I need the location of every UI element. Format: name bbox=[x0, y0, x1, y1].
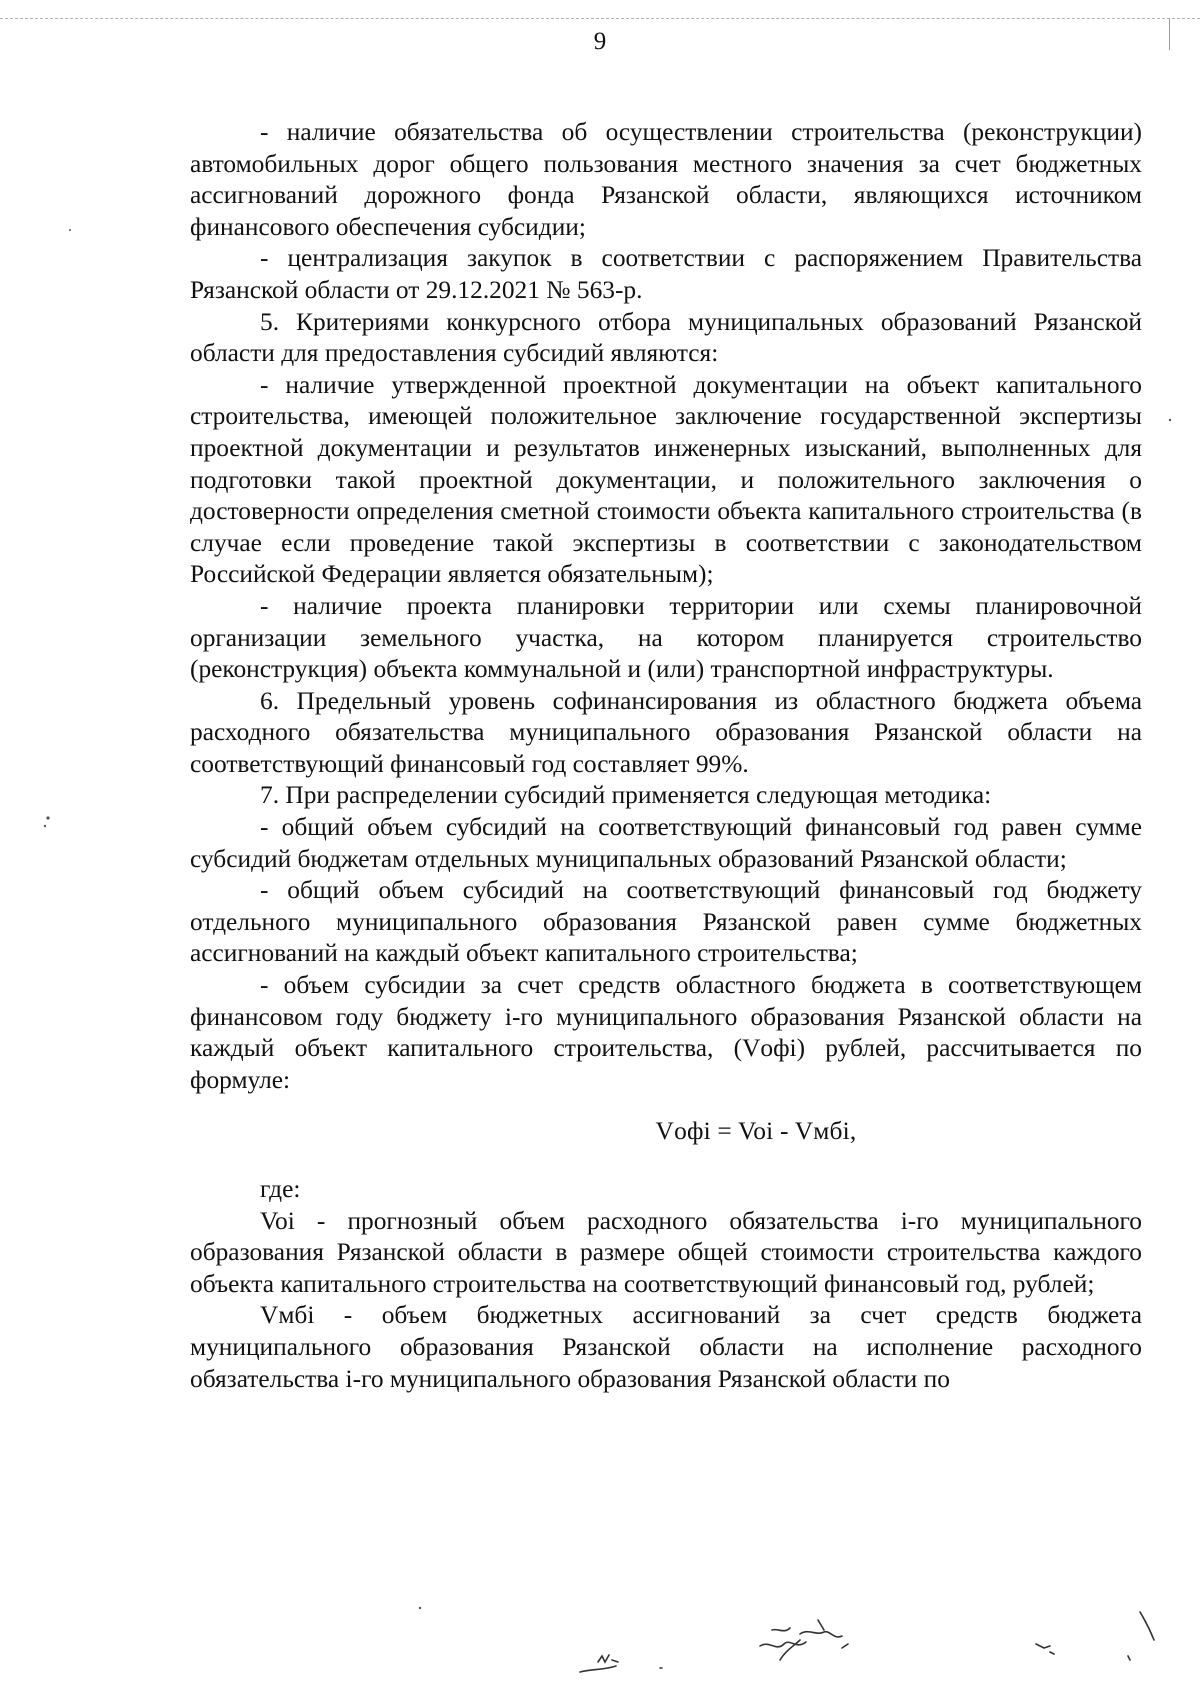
paragraph: - наличие проекта планировки территории или схемы планировочной организации земельного участка, на котором планируется строительство (реконструкция) объекта коммунальной и (или) транспортной инфраструктуры. bbox=[190, 591, 1142, 684]
scan-edge-line bbox=[0, 18, 1200, 19]
formula: Vофi = Voi - Vмбi, bbox=[655, 1117, 857, 1146]
paragraph: - наличие обязательства об осуществлении строительства (реконструкции) автомобильных дорог общего пользования местного значения за счет бюджетных ассигнований дорожного фонда Рязанской области, являющихся источником финансового обеспечения субсидии; bbox=[190, 118, 1142, 241]
definition-voi: Voi - прогнозный объем расходного обязательства i-го муниципального образования Рязанской области в размере общей стоимости строительства каждого объекта капитального строительства на соответствующий финансовый год, рублей; bbox=[190, 1206, 1142, 1298]
paragraph: 7. При распределении субсидий применяется следующая методика: bbox=[260, 781, 992, 810]
paragraph: 6. Предельный уровень софинансирования из областного бюджета объема расходного обязательства муниципального образования Рязанской области на соответствующий финансовый год составляет 99%. bbox=[190, 686, 1142, 778]
paragraph: - общий объем субсидий на соответствующий финансовый год бюджету отдельного муниципального образования Рязанской равен сумме бюджетных ассигнований на каждый объект капитального строительства; bbox=[190, 876, 1142, 968]
paragraph: - объем субсидии за счет средств областного бюджета в соответствующем финансовом году бюджету i-го муниципального образования Рязанской области на каждый объект капитального строительства, (Vофi) рублей, рассчитывается по формуле: bbox=[190, 971, 1142, 1094]
definition-vmbi: Vмбi - объем бюджетных ассигнований за счет средств бюджета муниципального образования Рязанской области на исполнение расходного обязательства i-го муниципального образования Рязанской области по bbox=[190, 1301, 1142, 1393]
handwritten-initials bbox=[580, 1612, 1154, 1672]
where-label: где: bbox=[260, 1175, 301, 1203]
paragraph: - наличие утвержденной проектной документации на объект капитального строительства, имеющей положительное заключение государственной экспертизы проектной документации и результатов инженерных изысканий, выполненных для подготовки такой проектной документации, и положительного заключения о достоверности определения сметной стоимости объекта капитального строительства (в случае если проведение такой экспертизы в соответствии с законодательством Российской Федерации является обязательным); bbox=[190, 370, 1142, 589]
document-body bbox=[190, 117, 1142, 1395]
paragraph: - централизация закупок в соответствии с распоряжением Правительства Рязанской области от 29.12.2021 № 563-р. bbox=[190, 244, 1142, 304]
paragraph: 5. Критериями конкурсного отбора муниципальных образований Рязанской области для предоставления субсидий являются: bbox=[190, 307, 1142, 368]
page-number: 9 bbox=[593, 28, 607, 55]
paragraph: - общий объем субсидий на соответствующий финансовый год равен сумме субсидий бюджетам отдельных муниципальных образований Рязанской области; bbox=[190, 813, 1142, 873]
